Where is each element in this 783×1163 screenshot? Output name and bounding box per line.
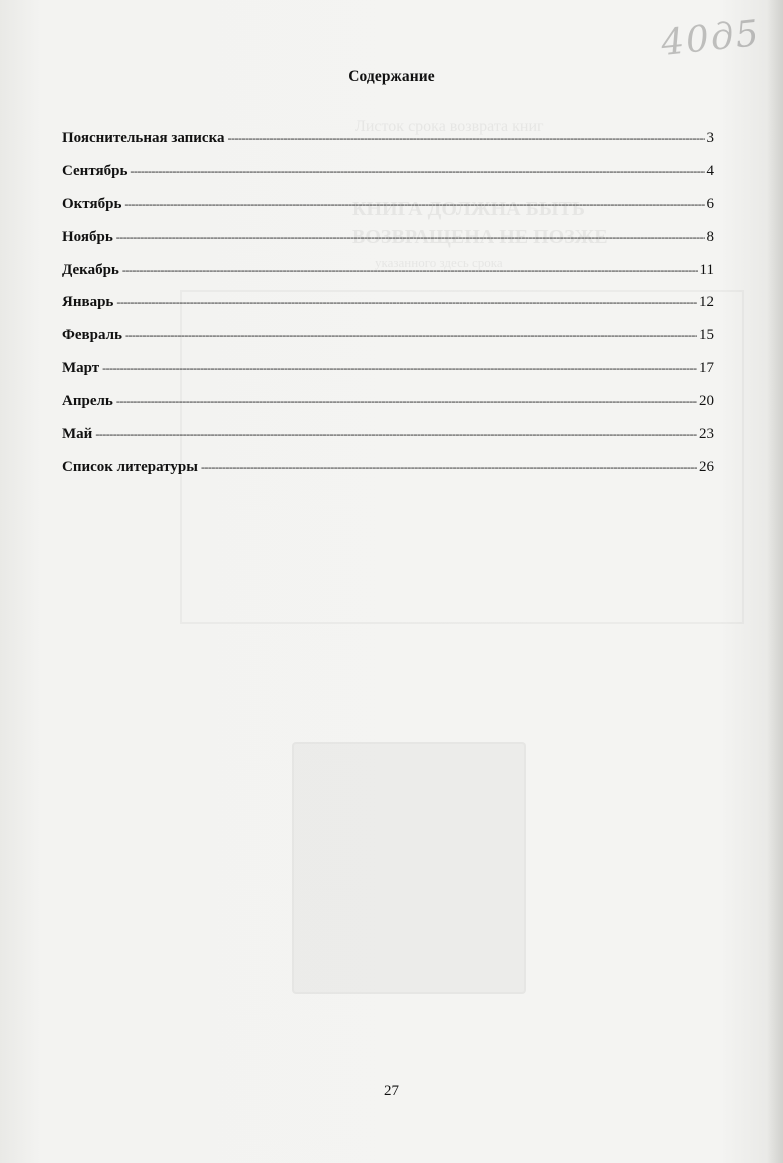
bleed-through-line-4: указанного здесь срока — [375, 255, 503, 270]
bleed-through-line-1: Листок срока возврата книг — [355, 118, 544, 135]
toc-leader — [116, 295, 697, 310]
toc-entry-label: Май — [62, 426, 93, 443]
page-title: Содержание — [348, 68, 435, 85]
toc-entry-november — [62, 229, 714, 262]
faded-stamp-imprint — [292, 742, 526, 994]
toc-leader — [201, 460, 697, 475]
table-of-contents — [62, 130, 714, 492]
toc-entry-january — [62, 294, 714, 327]
bleed-through-line-3: ВОЗВРАЩЕНА НЕ ПОЗЖЕ — [352, 226, 608, 248]
toc-leader — [95, 427, 697, 442]
toc-leader — [116, 394, 697, 409]
toc-entry-december — [62, 262, 714, 295]
toc-entry-page: 4 — [706, 162, 714, 179]
toc-entry-page: 26 — [699, 458, 714, 475]
toc-entry-label: Декабрь — [62, 261, 119, 278]
toc-entry-label: Апрель — [62, 393, 113, 410]
toc-entry-label: Январь — [62, 294, 114, 311]
toc-entry-label: Октябрь — [62, 195, 122, 212]
toc-entry-page: 15 — [699, 327, 714, 344]
toc-entry-may — [62, 426, 714, 459]
toc-entry-february — [62, 327, 714, 360]
toc-entry-page: 23 — [699, 426, 714, 443]
toc-leader — [130, 164, 704, 179]
toc-entry-label: Ноябрь — [62, 228, 113, 245]
toc-entry-page: 11 — [699, 261, 714, 278]
bleed-through-line-2: КНИГА ДОЛЖНА БЫТЬ — [352, 198, 586, 220]
page-number: 27 — [384, 1083, 399, 1099]
toc-entry-april — [62, 393, 714, 426]
toc-entry-label: Пояснительная записка — [62, 130, 225, 146]
toc-leader — [228, 131, 705, 146]
handwritten-mark: 40д5 — [659, 12, 763, 65]
toc-entry-page: 8 — [706, 228, 714, 245]
toc-leader — [116, 230, 705, 245]
toc-entry-label: Февраль — [62, 327, 122, 344]
toc-entry-page: 3 — [706, 130, 714, 146]
toc-entry-explanatory-note — [62, 130, 714, 163]
toc-entry-page: 12 — [699, 294, 714, 311]
toc-entry-september — [62, 163, 714, 196]
toc-entry-october — [62, 196, 714, 229]
toc-entry-label: Сентябрь — [62, 162, 128, 179]
toc-leader — [124, 197, 704, 212]
page-edge-shadow — [767, 0, 783, 1163]
toc-leader — [125, 328, 697, 343]
toc-entry-page: 17 — [699, 360, 714, 377]
toc-leader — [102, 361, 697, 376]
toc-entry-label: Март — [62, 360, 100, 377]
toc-entry-label: Список литературы — [62, 458, 198, 475]
toc-entry-march — [62, 360, 714, 393]
toc-entry-page: 6 — [706, 195, 714, 212]
toc-entry-page: 20 — [699, 393, 714, 410]
toc-entry-bibliography — [62, 459, 714, 492]
toc-leader — [122, 263, 698, 278]
